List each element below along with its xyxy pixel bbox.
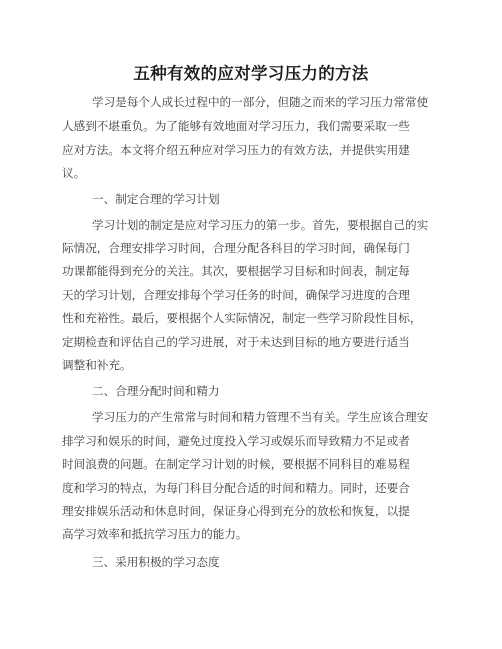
paragraph-line: 学习计划的制定是应对学习压力的第一步。首先，要根据自己的实 xyxy=(92,218,429,232)
intro-line: 学习是每个人成长过程中的一部分，但随之而来的学习压力常常使 xyxy=(92,95,429,109)
paragraph-line: 天的学习计划，合理安排每个学习任务的时间，确保学习进度的合理 xyxy=(62,288,410,302)
section-heading: 二、合理分配时间和精力 xyxy=(92,384,220,398)
paragraph-line: 学习压力的产生常常与时间和精力管理不当有关。学生应该合理安 xyxy=(92,410,429,424)
intro-line: 应对方法。本文将介绍五种应对学习压力的有效方法，并提供实用建 xyxy=(62,143,410,157)
paragraph-line: 度和学习的特点，为每门科目分配合适的时间和精力。同时，还要合 xyxy=(62,481,410,495)
paragraph-line: 性和充裕性。最后，要根据个人实际情况，制定一些学习阶段性目标， xyxy=(62,311,422,325)
paragraph-line: 际情况，合理安排学习时间，合理分配各科目的学习时间，确保每门 xyxy=(62,241,410,255)
paragraph-line: 排学习和娱乐的时间，避免过度投入学习或娱乐而导致精力不足或者 xyxy=(62,434,410,448)
paragraph-line: 理安排娱乐活动和休息时间，保证身心得到充分的放松和恢复，以提 xyxy=(62,504,410,518)
document-title: 五种有效的应对学习压力的方法 xyxy=(133,64,369,83)
section-heading: 一、制定合理的学习计划 xyxy=(92,192,220,206)
intro-line: 议。 xyxy=(62,166,86,180)
paragraph-line: 功课都能得到充分的关注。其次，要根据学习目标和时间表，制定每 xyxy=(62,264,410,278)
paragraph-line: 高学习效率和抵抗学习压力的能力。 xyxy=(62,527,248,541)
paragraph-line: 时间浪费的问题。在制定学习计划的时候，要根据不同科目的难易程 xyxy=(62,457,410,471)
paragraph-line: 调整和补充。 xyxy=(62,358,132,372)
intro-line: 人感到不堪重负。为了能够有效地面对学习压力，我们需要采取一些 xyxy=(62,119,410,133)
section-heading: 三、采用积极的学习态度 xyxy=(92,555,220,569)
paragraph-line: 定期检查和评估自己的学习进展，对于未达到目标的地方要进行适当 xyxy=(62,335,410,349)
